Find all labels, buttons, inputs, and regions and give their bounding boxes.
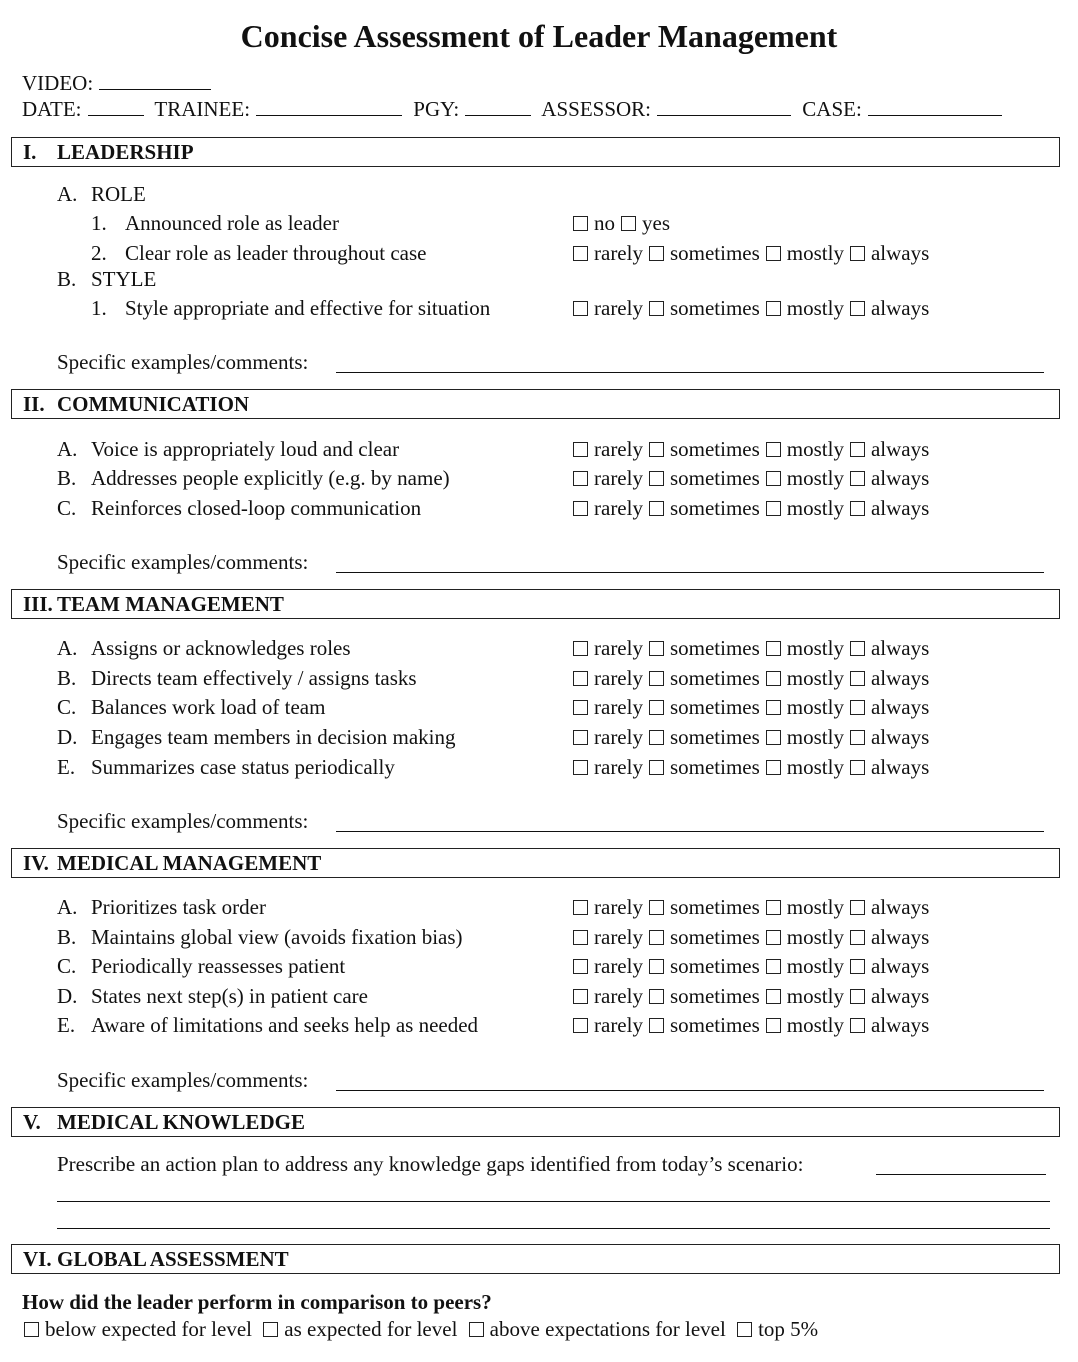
checkbox-rarely[interactable] [573, 989, 588, 1004]
checkbox-sometimes[interactable] [649, 471, 664, 486]
checkbox-yes[interactable] [621, 216, 636, 231]
option-label: always [870, 1013, 930, 1037]
item-label: Announced role as leader [125, 211, 339, 235]
section-number: V. [23, 1110, 41, 1134]
item-style-appropriate [91, 296, 490, 320]
option-label: always [870, 437, 930, 461]
checkbox-top-5[interactable] [737, 1322, 752, 1337]
section-number: II. [23, 392, 45, 416]
pgy-label: PGY: [413, 97, 460, 121]
comments-label: Specific examples/comments: [57, 550, 309, 574]
checkbox-rarely[interactable] [573, 700, 588, 715]
item-label: Clear role as leader throughout case [125, 241, 427, 265]
option-label: sometimes [669, 666, 760, 690]
checkbox-always[interactable] [850, 671, 865, 686]
checkbox-rarely[interactable] [573, 930, 588, 945]
comments-label: Specific examples/comments: [57, 350, 309, 374]
option-label: top 5% [758, 1317, 819, 1341]
case-label: CASE: [802, 97, 862, 121]
section-title: MEDICAL KNOWLEDGE [57, 1110, 305, 1134]
subsection-label: STYLE [91, 267, 157, 291]
item-letter: A. [57, 182, 78, 206]
checkbox-always[interactable] [850, 501, 865, 516]
checkbox-sometimes[interactable] [649, 989, 664, 1004]
global-question: How did the leader perform in comparison to peers? [22, 1290, 492, 1314]
checkbox-sometimes[interactable] [649, 930, 664, 945]
comments-input[interactable] [336, 831, 1044, 832]
comments-label: Specific examples/comments: [57, 1068, 309, 1092]
item-label: Summarizes case status periodically [91, 755, 395, 779]
checkbox-sometimes[interactable] [649, 700, 664, 715]
list-item [57, 755, 395, 779]
checkbox-mostly[interactable] [766, 959, 781, 974]
checkbox-sometimes[interactable] [649, 641, 664, 656]
option-label: sometimes [669, 725, 760, 749]
date-input[interactable] [88, 96, 144, 116]
checkbox-rarely[interactable] [573, 1018, 588, 1033]
frequency-options [573, 895, 935, 919]
trainee-label: TRAINEE: [154, 97, 251, 121]
option-label: sometimes [669, 296, 760, 320]
item-number: 2. [91, 241, 107, 265]
frequency-options [573, 437, 935, 461]
list-item [57, 466, 450, 490]
option-label: rarely [594, 925, 643, 949]
checkbox-above-expectations[interactable] [469, 1322, 484, 1337]
option-label: sometimes [669, 241, 760, 265]
pgy-input[interactable] [465, 96, 531, 116]
frequency-options [573, 666, 935, 690]
section-title: LEADERSHIP [57, 140, 194, 164]
option-label: sometimes [669, 984, 760, 1008]
option-label: below expected for level [45, 1317, 252, 1341]
section-number: IV. [23, 851, 49, 875]
item-letter: C. [57, 954, 77, 978]
list-item [57, 636, 351, 660]
checkbox-always[interactable] [850, 989, 865, 1004]
checkbox-always[interactable] [850, 442, 865, 457]
list-item [57, 695, 325, 719]
checkbox-always[interactable] [850, 1018, 865, 1033]
section-title: GLOBAL ASSESSMENT [57, 1247, 289, 1271]
option-label: rarely [594, 437, 643, 461]
checkbox-sometimes[interactable] [649, 760, 664, 775]
checkbox-below-expected[interactable] [24, 1322, 39, 1337]
form-title: Concise Assessment of Leader Management [240, 18, 838, 54]
option-label: sometimes [669, 496, 760, 520]
option-label: mostly [786, 925, 844, 949]
checkbox-always[interactable] [850, 471, 865, 486]
item-letter: C. [57, 496, 77, 520]
date-label: DATE: [22, 97, 82, 121]
checkbox-mostly[interactable] [766, 900, 781, 915]
option-label: rarely [594, 636, 643, 660]
section-team-header [11, 589, 1060, 619]
comments-input[interactable] [336, 572, 1044, 573]
option-label: rarely [594, 496, 643, 520]
section-title: COMMUNICATION [57, 392, 250, 416]
option-label: rarely [594, 755, 643, 779]
option-label: rarely [594, 241, 643, 265]
option-label: yes [642, 211, 670, 235]
section-global-header [11, 1244, 1060, 1274]
checkbox-rarely[interactable] [573, 730, 588, 745]
option-label: mostly [786, 496, 844, 520]
frequency-options [573, 1013, 935, 1037]
checkbox-sometimes[interactable] [649, 246, 664, 261]
option-label: always [870, 496, 930, 520]
checkbox-rarely[interactable] [573, 442, 588, 457]
option-label: sometimes [669, 695, 760, 719]
section-leadership-header [11, 137, 1060, 167]
list-item [57, 437, 399, 461]
action-plan-prompt: Prescribe an action plan to address any knowledge gaps identified from today’s scenario: [57, 1152, 804, 1176]
option-label: sometimes [669, 954, 760, 978]
item-number: 1. [91, 296, 107, 320]
frequency-options [573, 925, 935, 949]
checkbox-rarely[interactable] [573, 246, 588, 261]
option-label: mostly [786, 466, 844, 490]
frequency-options [573, 755, 935, 779]
section-number: I. [23, 140, 37, 164]
comments-label: Specific examples/comments: [57, 809, 309, 833]
item-label: Directs team effectively / assigns tasks [91, 666, 417, 690]
checkbox-sometimes[interactable] [649, 671, 664, 686]
list-item [57, 725, 456, 749]
option-label: always [870, 296, 930, 320]
checkbox-mostly[interactable] [766, 930, 781, 945]
option-label: mostly [786, 1013, 844, 1037]
option-label: mostly [786, 296, 844, 320]
option-label: sometimes [669, 755, 760, 779]
section-number: III. [23, 592, 53, 616]
list-item [57, 1013, 478, 1037]
checkbox-mostly[interactable] [766, 730, 781, 745]
option-label: rarely [594, 466, 643, 490]
option-label: mostly [786, 984, 844, 1008]
header-fields-row [22, 96, 1008, 122]
option-label: always [870, 925, 930, 949]
item-label: Addresses people explicitly (e.g. by name) [91, 466, 450, 490]
assessor-label: ASSESSOR: [541, 97, 652, 121]
global-options [24, 1317, 824, 1342]
option-label: mostly [786, 755, 844, 779]
option-label: sometimes [669, 925, 760, 949]
item-label: Aware of limitations and seeks help as needed [91, 1013, 479, 1037]
option-label: as expected for level [284, 1317, 458, 1341]
checkbox-always[interactable] [850, 246, 865, 261]
item-letter: A. [57, 437, 78, 461]
checkbox-always[interactable] [850, 760, 865, 775]
checkbox-sometimes[interactable] [649, 301, 664, 316]
item-label: Periodically reassesses patient [91, 954, 346, 978]
checkbox-always[interactable] [850, 301, 865, 316]
checkbox-always[interactable] [850, 959, 865, 974]
assessor-input[interactable] [657, 96, 791, 116]
item-label: Balances work load of team [91, 695, 326, 719]
frequency-options [573, 636, 935, 660]
checkbox-rarely[interactable] [573, 641, 588, 656]
option-label: always [870, 954, 930, 978]
checkbox-always[interactable] [850, 700, 865, 715]
checkbox-rarely[interactable] [573, 959, 588, 974]
item-letter: A. [57, 636, 78, 660]
checkbox-mostly[interactable] [766, 1018, 781, 1033]
option-label: mostly [786, 241, 844, 265]
yes-no-options [573, 211, 676, 235]
frequency-options [573, 984, 935, 1008]
frequency-options [573, 496, 935, 520]
trainee-input[interactable] [256, 96, 402, 116]
option-label: mostly [786, 695, 844, 719]
checkbox-always[interactable] [850, 730, 865, 745]
item-letter: E. [57, 1013, 76, 1037]
option-label: always [870, 895, 930, 919]
frequency-options [573, 466, 935, 490]
video-field [22, 70, 217, 96]
option-label: always [870, 755, 930, 779]
item-label: Engages team members in decision making [91, 725, 456, 749]
action-plan-line[interactable] [57, 1228, 1050, 1229]
option-label: sometimes [669, 636, 760, 660]
option-label: always [870, 636, 930, 660]
section-number: VI. [23, 1247, 52, 1271]
checkbox-mostly[interactable] [766, 442, 781, 457]
action-plan-input[interactable] [876, 1174, 1046, 1175]
list-item [57, 895, 266, 919]
frequency-options [573, 241, 935, 265]
item-letter: B. [57, 267, 77, 291]
section-medical-header [11, 848, 1060, 878]
checkbox-rarely[interactable] [573, 760, 588, 775]
section-title: TEAM MANAGEMENT [57, 592, 284, 616]
option-label: mostly [786, 954, 844, 978]
option-label: mostly [786, 437, 844, 461]
checkbox-always[interactable] [850, 900, 865, 915]
checkbox-mostly[interactable] [766, 989, 781, 1004]
item-label: Maintains global view (avoids fixation bias) [91, 925, 463, 949]
item-letter: A. [57, 895, 78, 919]
option-label: rarely [594, 666, 643, 690]
frequency-options [573, 695, 935, 719]
list-item [57, 666, 417, 690]
section-title: MEDICAL MANAGEMENT [57, 851, 322, 875]
checkbox-sometimes[interactable] [649, 959, 664, 974]
option-label: rarely [594, 695, 643, 719]
item-label: Style appropriate and effective for situation [125, 296, 491, 320]
action-plan-line[interactable] [57, 1201, 1050, 1202]
option-label: rarely [594, 984, 643, 1008]
item-number: 1. [91, 211, 107, 235]
checkbox-mostly[interactable] [766, 671, 781, 686]
option-label: rarely [594, 1013, 643, 1037]
option-label: no [594, 211, 615, 235]
checkbox-no[interactable] [573, 216, 588, 231]
option-label: mostly [786, 666, 844, 690]
checkbox-mostly[interactable] [766, 700, 781, 715]
checkbox-mostly[interactable] [766, 501, 781, 516]
checkbox-always[interactable] [850, 930, 865, 945]
video-label: VIDEO: [22, 71, 94, 95]
option-label: sometimes [669, 1013, 760, 1037]
item-letter: D. [57, 984, 78, 1008]
checkbox-sometimes[interactable] [649, 501, 664, 516]
option-label: sometimes [669, 437, 760, 461]
list-item [57, 984, 368, 1008]
frequency-options [573, 296, 935, 320]
frequency-options [573, 954, 935, 978]
option-label: sometimes [669, 895, 760, 919]
option-label: mostly [786, 636, 844, 660]
option-label: always [870, 725, 930, 749]
subsection-style [57, 267, 156, 291]
frequency-options [573, 725, 935, 749]
checkbox-rarely[interactable] [573, 301, 588, 316]
option-label: always [870, 984, 930, 1008]
comments-input[interactable] [336, 1090, 1044, 1091]
checkbox-as-expected[interactable] [263, 1322, 278, 1337]
option-label: rarely [594, 725, 643, 749]
checkbox-rarely[interactable] [573, 501, 588, 516]
option-label: always [870, 695, 930, 719]
item-label: Assigns or acknowledges roles [91, 636, 351, 660]
case-input[interactable] [868, 96, 1002, 116]
option-label: rarely [594, 296, 643, 320]
item-letter: C. [57, 695, 77, 719]
option-label: always [870, 466, 930, 490]
checkbox-sometimes[interactable] [649, 442, 664, 457]
option-label: always [870, 666, 930, 690]
video-input[interactable] [99, 70, 211, 90]
checkbox-rarely[interactable] [573, 471, 588, 486]
option-label: rarely [594, 895, 643, 919]
checkbox-rarely[interactable] [573, 671, 588, 686]
checkbox-mostly[interactable] [766, 301, 781, 316]
checkbox-mostly[interactable] [766, 641, 781, 656]
option-label: rarely [594, 954, 643, 978]
comments-input[interactable] [336, 372, 1044, 373]
list-item [57, 954, 345, 978]
item-label: Prioritizes task order [91, 895, 266, 919]
subsection-label: ROLE [91, 182, 146, 206]
item-letter: B. [57, 925, 77, 949]
item-letter: B. [57, 666, 77, 690]
option-label: mostly [786, 895, 844, 919]
section-knowledge-header [11, 1107, 1060, 1137]
item-announced-role [91, 211, 339, 235]
option-label: mostly [786, 725, 844, 749]
checkbox-rarely[interactable] [573, 900, 588, 915]
list-item [57, 496, 421, 520]
subsection-role [57, 182, 146, 206]
item-clear-role [91, 241, 426, 265]
checkbox-always[interactable] [850, 641, 865, 656]
option-label: sometimes [669, 466, 760, 490]
checkbox-sometimes[interactable] [649, 730, 664, 745]
checkbox-mostly[interactable] [766, 760, 781, 775]
item-label: Reinforces closed-loop communication [91, 496, 422, 520]
item-label: Voice is appropriately loud and clear [91, 437, 400, 461]
list-item [57, 925, 463, 949]
checkbox-sometimes[interactable] [649, 1018, 664, 1033]
item-label: States next step(s) in patient care [91, 984, 368, 1008]
item-letter: B. [57, 466, 77, 490]
option-label: always [870, 241, 930, 265]
option-label: above expectations for level [489, 1317, 726, 1341]
item-letter: E. [57, 755, 76, 779]
item-letter: D. [57, 725, 78, 749]
checkbox-mostly[interactable] [766, 246, 781, 261]
checkbox-mostly[interactable] [766, 471, 781, 486]
section-communication-header [11, 389, 1060, 419]
checkbox-sometimes[interactable] [649, 900, 664, 915]
